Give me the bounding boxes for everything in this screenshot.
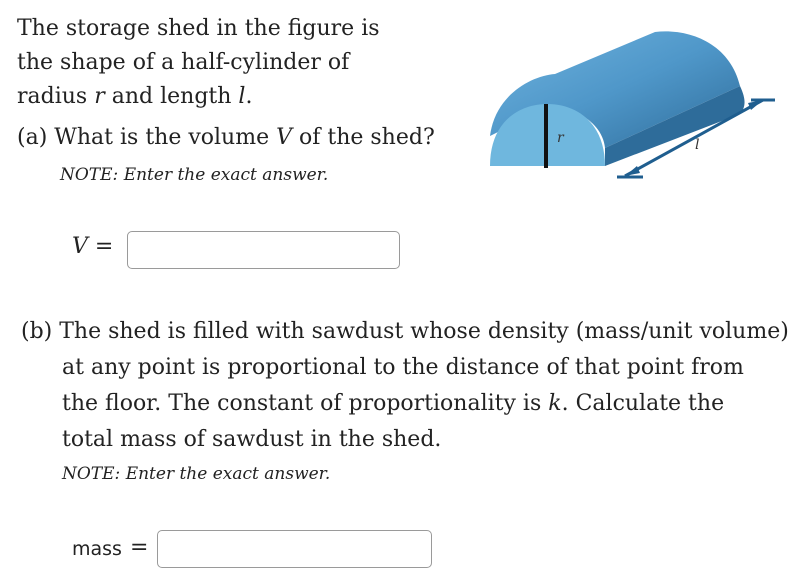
intro-text: and length	[104, 84, 239, 109]
part-a-answer-label	[72, 234, 113, 259]
part-a-question	[17, 121, 435, 155]
part-b-line-3	[21, 386, 796, 422]
part-b-note: NOTE: Enter the exact answer.	[62, 464, 331, 484]
part-b-line-4: total mass of sawdust in the shed.	[62, 427, 442, 452]
mass-answer-input[interactable]	[157, 530, 432, 568]
intro-line-2: the shape of a half-cylinder of	[17, 50, 350, 75]
part-b-line-2: at any point is proportional to the distance of that point from	[62, 355, 744, 380]
variable-V: V	[276, 125, 292, 150]
variable-l: l	[238, 84, 246, 109]
radius-label: r	[557, 130, 564, 146]
question-text: the floor. The constant of proportionality is	[62, 391, 549, 416]
shed-figure	[485, 26, 785, 186]
variable-r: r	[94, 84, 105, 109]
length-label: l	[695, 137, 700, 153]
question-text: (a) What is the volume	[17, 125, 277, 150]
volume-answer-input[interactable]	[127, 231, 400, 269]
variable-V: V	[72, 234, 88, 259]
question-text: of the shed?	[292, 125, 435, 150]
intro-line-1: The storage shed in the figure is	[17, 16, 380, 41]
intro-text: radius	[17, 84, 95, 109]
equals-sign: =	[130, 535, 149, 560]
equals-sign: =	[87, 234, 114, 259]
intro-text: .	[245, 84, 253, 109]
part-b-line-1: (b) The shed is filled with sawdust whose density (mass/unit volume)	[21, 319, 789, 344]
intro-line-3	[17, 80, 437, 114]
part-b-question	[21, 314, 796, 458]
variable-k: k	[548, 391, 562, 416]
problem-intro	[17, 12, 437, 114]
question-text: . Calculate the	[561, 391, 725, 416]
mass-answer-label: mass	[72, 538, 122, 560]
part-a-note: NOTE: Enter the exact answer.	[60, 165, 329, 185]
